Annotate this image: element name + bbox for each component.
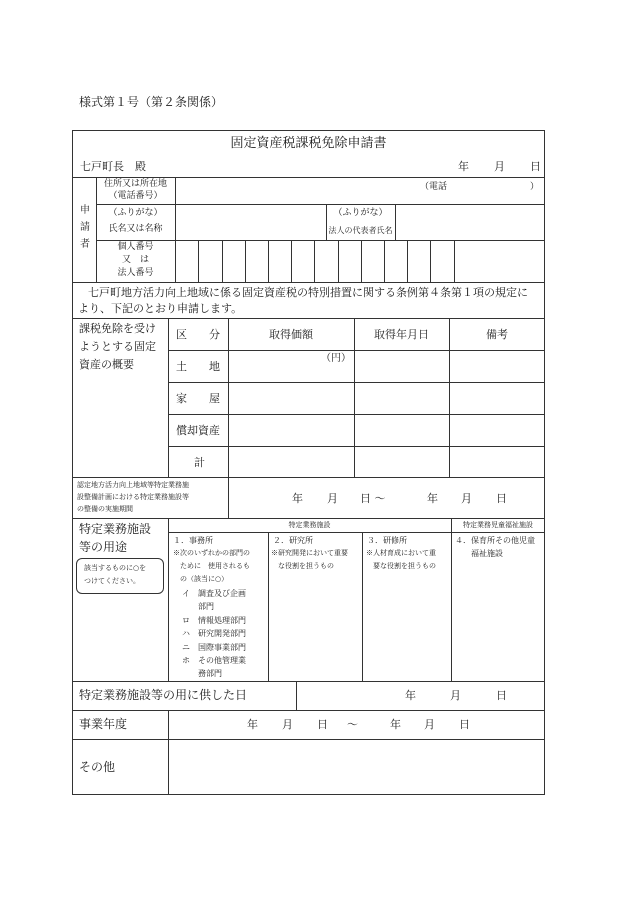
col4-line-1[interactable]: ４．保育所その他児童 [455,536,535,545]
plan-label-3: の整備の実施期間 [77,505,133,513]
use-note-1: 該当するものに○を [84,564,147,572]
use-label-2: 等の用途 [79,540,128,554]
fiscal-range-tilde: ～ [347,718,358,731]
row-depreciable: 償却資産 [176,424,220,437]
plan-end-month[interactable]: 月 [461,492,472,505]
fiscal-year-label: 事業年度 [79,717,128,731]
personal-number-label-1: 個人番号 [117,242,154,252]
date-year-label[interactable]: 年 [458,160,469,173]
col1-line-6: 部門 [182,602,214,611]
col1-line-2: ※次のいずれかの部門の [173,549,250,557]
plan-end-day[interactable]: 日 [496,492,507,505]
col1-line-1[interactable]: １．事務所 [173,536,213,545]
use-note-2: つけてください。 [84,577,140,585]
plan-label-1: 認定地方活力向上地域等特定業務施 [77,481,189,489]
row-building: 家 屋 [176,392,220,405]
col3-line-2: ※人材育成において重 [366,549,436,557]
phone-open[interactable]: （電話 [420,182,448,192]
service-month[interactable]: 月 [450,689,461,702]
form-title: 固定資産税課税免除申請書 [230,136,387,151]
col3-line-1[interactable]: ３．研修所 [367,536,407,545]
col3-line-3: 要な役割を担うもの [366,562,436,570]
header-childcare-facility: 特定業務児童福祉施設 [463,521,533,529]
col1-line-5[interactable]: イ 調査及び企画 [182,589,246,598]
service-day[interactable]: 日 [496,689,507,702]
applicant-char-2: 請 [80,222,90,233]
corp-furigana-label: （ふりがな） [333,208,388,218]
form-number: 様式第１号（第２条関係） [79,95,224,109]
date-month-label[interactable]: 月 [494,160,505,173]
plan-start-year[interactable]: 年 [292,492,303,505]
col2-line-3: な役割を担うもの [271,562,334,570]
furigana-label: （ふりがな） [108,208,163,218]
corp-rep-label: 法人の代表者氏名 [328,226,393,235]
name-label: 氏名又は名称 [108,224,163,234]
other-label: その他 [79,760,116,774]
col1-line-7[interactable]: ロ 情報処理部門 [182,616,246,625]
row-total: 計 [194,456,205,469]
addressee: 七戸町長 殿 [80,160,146,173]
row-land: 土 地 [176,360,220,373]
header-category: 区 分 [176,328,220,341]
col1-line-9[interactable]: ニ 国際事業部門 [182,643,246,652]
unit-yen: （円） [321,353,351,364]
plan-end-year[interactable]: 年 [427,492,438,505]
col2-line-2: ※研究開発において重要 [271,549,348,557]
fiscal-end-year[interactable]: 年 [390,718,401,731]
service-year[interactable]: 年 [405,689,416,702]
use-label-1: 特定業務施設 [79,522,152,536]
col1-line-4: の（該当に○） [173,575,229,583]
fiscal-end-month[interactable]: 月 [424,718,435,731]
col1-line-10[interactable]: ホ その他管理業 [182,656,246,665]
col1-line-8[interactable]: ハ 研究開発部門 [182,629,246,638]
date-day-label[interactable]: 日 [530,160,541,173]
assets-label-2: ようとする固定 [79,340,156,353]
fiscal-start-month[interactable]: 月 [282,718,293,731]
fiscal-start-day[interactable]: 日 [317,718,328,731]
statement-line-1: 七戸町地方活力向上地域に係る固定資産税の特別措置に関する条例第４条第１項の規定に [88,286,528,299]
col1-line-3: ために 使用されるも [173,562,250,570]
service-date-label: 特定業務施設等の用に供した日 [79,688,248,702]
plan-start-month[interactable]: 月 [327,492,338,505]
col1-line-11: 務部門 [182,669,222,678]
plan-label-2: 設整備計画における特定業務施設等 [77,493,189,501]
assets-label-3: 資産の概要 [79,358,134,371]
col4-line-2: 福祉施設 [455,549,503,558]
header-specific-facility: 特定業務施設 [288,521,331,529]
applicant-char-3: 者 [80,239,90,250]
header-remarks: 備考 [486,328,508,341]
applicant-char-1: 申 [80,205,90,216]
fiscal-start-year[interactable]: 年 [247,718,258,731]
address-label: 住所又は所在地 [103,179,167,189]
personal-number-label-3: 法人番号 [117,268,154,278]
fiscal-end-day[interactable]: 日 [459,718,470,731]
header-acquisition-date: 取得年月日 [374,328,429,341]
phone-label: （電話番号） [108,191,163,201]
col2-line-1[interactable]: ２．研究所 [273,536,313,545]
phone-close: ） [530,182,540,192]
personal-number-label-2: 又 は [121,255,149,265]
plan-start-day[interactable]: 日 ～ [360,492,386,505]
assets-label-1: 課税免除を受け [79,322,156,335]
header-acquisition-price: 取得価額 [269,328,313,341]
statement-line-2: より、下記のとおり申請します。 [78,302,243,315]
